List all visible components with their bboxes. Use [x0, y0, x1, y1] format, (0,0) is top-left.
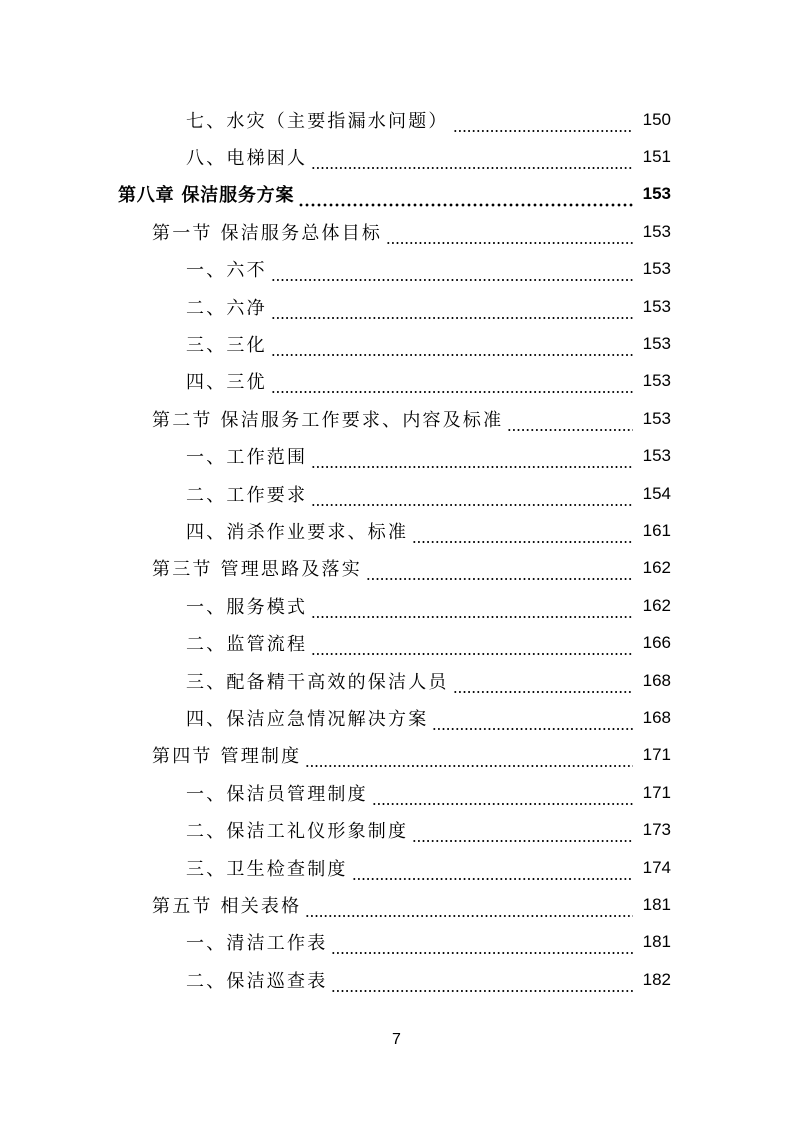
toc-entry[interactable] [0, 624, 793, 661]
toc-section[interactable] [0, 550, 793, 587]
table-of-contents [0, 101, 793, 998]
toc-section-title: 第四节 管理制度 [152, 742, 305, 768]
dot-leader [386, 225, 633, 245]
dot-leader [311, 150, 633, 170]
toc-entry-title: 四、消杀作业要求、标准 [186, 518, 412, 544]
toc-section[interactable] [0, 886, 793, 923]
toc-entry-page: 171 [642, 782, 671, 802]
toc-entry-page: 168 [642, 670, 671, 690]
toc-entry-title: 一、清洁工作表 [186, 929, 331, 955]
toc-entry[interactable] [0, 699, 793, 736]
toc-section-title: 第一节 保洁服务总体目标 [152, 219, 386, 245]
toc-section-page: 153 [642, 221, 671, 241]
toc-entry[interactable] [0, 288, 793, 325]
toc-entry[interactable] [0, 924, 793, 961]
toc-entry-page: 173 [642, 820, 671, 840]
toc-section[interactable] [0, 737, 793, 774]
dot-leader [352, 861, 633, 881]
toc-entry-title: 二、工作要求 [186, 481, 311, 507]
dot-leader [271, 262, 633, 282]
dot-leader [432, 711, 633, 731]
dot-leader [271, 337, 633, 357]
toc-entry-title: 三、三化 [186, 331, 271, 357]
toc-entry-title: 一、保洁员管理制度 [186, 780, 372, 806]
toc-entry[interactable] [0, 662, 793, 699]
toc-entry[interactable] [0, 251, 793, 288]
toc-section-title: 第三节 管理思路及落实 [152, 555, 366, 581]
toc-section-page: 181 [642, 894, 671, 914]
toc-entry-page: 153 [642, 446, 671, 466]
toc-entry-page: 161 [642, 520, 671, 540]
toc-section-page: 153 [642, 408, 671, 428]
dot-leader [366, 561, 633, 581]
dot-leader [331, 935, 633, 955]
toc-chapter[interactable] [0, 176, 793, 213]
dot-leader [453, 113, 633, 133]
toc-entry-title: 八、电梯困人 [186, 144, 311, 170]
toc-entry-title: 四、保洁应急情况解决方案 [186, 705, 432, 731]
toc-entry-page: 154 [642, 483, 671, 503]
toc-entry-page: 168 [642, 707, 671, 727]
toc-entry-title: 二、保洁巡查表 [186, 967, 331, 993]
toc-entry-title: 一、六不 [186, 256, 271, 282]
toc-entry[interactable] [0, 811, 793, 848]
dot-leader [331, 973, 633, 993]
dot-leader [298, 187, 633, 207]
toc-entry[interactable] [0, 774, 793, 811]
toc-entry[interactable] [0, 475, 793, 512]
toc-entry-page: 153 [642, 371, 671, 391]
dot-leader [311, 449, 633, 469]
toc-section[interactable] [0, 213, 793, 250]
toc-section-page: 162 [642, 558, 671, 578]
toc-entry-title: 三、配备精干高效的保洁人员 [186, 668, 453, 694]
toc-entry-page: 151 [642, 147, 671, 167]
toc-entry-page: 153 [642, 334, 671, 354]
toc-entry-page: 153 [642, 296, 671, 316]
toc-entry[interactable] [0, 512, 793, 549]
toc-section-title: 第五节 相关表格 [152, 892, 305, 918]
toc-chapter-page: 153 [642, 184, 671, 204]
dot-leader [305, 898, 633, 918]
toc-entry[interactable] [0, 325, 793, 362]
toc-entry[interactable] [0, 363, 793, 400]
toc-entry-title: 一、服务模式 [186, 593, 311, 619]
toc-entry-page: 166 [642, 633, 671, 653]
toc-chapter-title: 第八章 保洁服务方案 [118, 181, 298, 207]
toc-entry-page: 150 [642, 109, 671, 129]
dot-leader [305, 748, 633, 768]
toc-entry[interactable] [0, 961, 793, 998]
dot-leader [311, 636, 633, 656]
toc-entry[interactable] [0, 138, 793, 175]
dot-leader [311, 599, 633, 619]
dot-leader [311, 487, 633, 507]
page-number: 7 [392, 1031, 401, 1048]
toc-entry-page: 182 [642, 969, 671, 989]
dot-leader [507, 412, 633, 432]
toc-section-page: 171 [642, 745, 671, 765]
dot-leader [271, 300, 633, 320]
toc-entry-page: 181 [642, 932, 671, 952]
toc-entry[interactable] [0, 101, 793, 138]
toc-entry-title: 二、监管流程 [186, 630, 311, 656]
dot-leader [453, 674, 633, 694]
dot-leader [271, 374, 633, 394]
toc-section[interactable] [0, 400, 793, 437]
toc-entry[interactable] [0, 587, 793, 624]
toc-entry-page: 162 [642, 595, 671, 615]
toc-entry-page: 153 [642, 259, 671, 279]
dot-leader [412, 524, 633, 544]
toc-section-title: 第二节 保洁服务工作要求、内容及标准 [152, 406, 507, 432]
toc-entry-title: 二、保洁工礼仪形象制度 [186, 817, 412, 843]
toc-entry[interactable] [0, 849, 793, 886]
toc-entry[interactable] [0, 438, 793, 475]
toc-entry-title: 四、三优 [186, 368, 271, 394]
toc-entry-title: 二、六净 [186, 294, 271, 320]
dot-leader [412, 823, 633, 843]
toc-entry-title: 一、工作范围 [186, 443, 311, 469]
toc-entry-title: 三、卫生检查制度 [186, 855, 352, 881]
toc-entry-title: 七、水灾（主要指漏水问题） [186, 107, 453, 133]
dot-leader [372, 786, 633, 806]
toc-entry-page: 174 [642, 857, 671, 877]
